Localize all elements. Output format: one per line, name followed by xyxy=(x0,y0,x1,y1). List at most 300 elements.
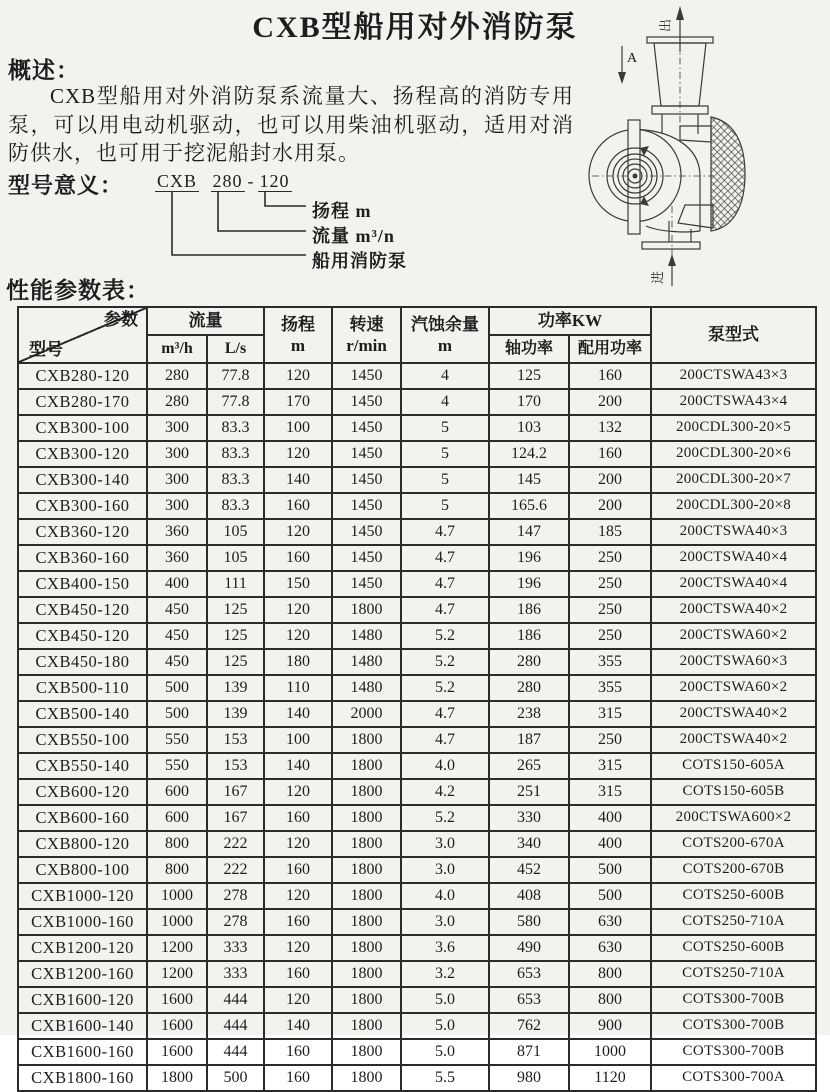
table-cell: 1800 xyxy=(332,831,401,857)
table-cell: 125 xyxy=(207,597,264,623)
table-cell: 120 xyxy=(264,441,332,467)
table-cell: 160 xyxy=(264,805,332,831)
table-cell: 280 xyxy=(489,675,569,701)
table-cell: 140 xyxy=(264,1013,332,1039)
table-cell: 630 xyxy=(569,935,651,961)
table-cell: 1450 xyxy=(332,545,401,571)
table-cell: 300 xyxy=(147,441,207,467)
table-cell: 222 xyxy=(207,857,264,883)
table-cell: 653 xyxy=(489,961,569,987)
table-cell: 3.6 xyxy=(401,935,489,961)
table-row xyxy=(18,597,816,623)
table-cell: 83.3 xyxy=(207,467,264,493)
table-row xyxy=(18,779,816,805)
rated-power-header: 配用功率 xyxy=(569,335,651,363)
table-cell: 100 xyxy=(264,727,332,753)
table-cell: 871 xyxy=(489,1039,569,1065)
table-cell: 630 xyxy=(569,909,651,935)
table-cell: 200CTSWA40×4 xyxy=(651,545,816,571)
table-header xyxy=(18,307,816,363)
table-cell: 580 xyxy=(489,909,569,935)
table-cell: 444 xyxy=(207,1013,264,1039)
table-row xyxy=(18,675,816,701)
outlet-label: 出 xyxy=(658,18,673,32)
table-cell: 200CTSWA40×2 xyxy=(651,727,816,753)
table-cell: 160 xyxy=(264,909,332,935)
shaft-power-header: 轴功率 xyxy=(489,335,569,363)
table-cell: 186 xyxy=(489,597,569,623)
table-cell: 4.7 xyxy=(401,597,489,623)
table-cell: 1000 xyxy=(147,909,207,935)
table-cell: 1800 xyxy=(332,805,401,831)
table-cell: 111 xyxy=(207,571,264,597)
table-cell: 125 xyxy=(207,623,264,649)
table-cell: 185 xyxy=(569,519,651,545)
table-row xyxy=(18,1065,816,1091)
table-cell: 103 xyxy=(489,415,569,441)
model-code-prefix: CXB xyxy=(157,171,198,191)
table-cell: CXB360-160 xyxy=(18,545,147,571)
table-row xyxy=(18,857,816,883)
table-cell: 160 xyxy=(264,493,332,519)
table-cell: 5.2 xyxy=(401,675,489,701)
table-cell: 150 xyxy=(264,571,332,597)
table-cell: 222 xyxy=(207,831,264,857)
table-cell: 120 xyxy=(264,597,332,623)
table-cell: 333 xyxy=(207,935,264,961)
table-cell: 653 xyxy=(489,987,569,1013)
table-cell: 315 xyxy=(569,701,651,727)
power-header: 功率KW xyxy=(489,307,651,335)
table-cell: CXB600-160 xyxy=(18,805,147,831)
table-cell: 315 xyxy=(569,779,651,805)
table-cell: CXB1200-120 xyxy=(18,935,147,961)
table-cell: CXB450-120 xyxy=(18,597,147,623)
view-a-label: A xyxy=(627,51,638,66)
table-cell: CXB1000-160 xyxy=(18,909,147,935)
table-cell: CXB500-110 xyxy=(18,675,147,701)
table-cell: 170 xyxy=(264,389,332,415)
table-row xyxy=(18,389,816,415)
table-cell: 762 xyxy=(489,1013,569,1039)
table-cell: CXB280-120 xyxy=(18,363,147,389)
table-cell: 4 xyxy=(401,363,489,389)
table-cell: 200CTSWA60×2 xyxy=(651,675,816,701)
table-cell: COTS200-670A xyxy=(651,831,816,857)
table-cell: 1800 xyxy=(332,909,401,935)
table-cell: 3.0 xyxy=(401,909,489,935)
table-cell: 360 xyxy=(147,519,207,545)
table-cell: 300 xyxy=(147,493,207,519)
table-cell: 5.0 xyxy=(401,987,489,1013)
table-cell: 408 xyxy=(489,883,569,909)
table-row xyxy=(18,545,816,571)
table-cell: CXB300-100 xyxy=(18,415,147,441)
table-row xyxy=(18,441,816,467)
table-row xyxy=(18,467,816,493)
table-cell: 5 xyxy=(401,441,489,467)
table-cell: 360 xyxy=(147,545,207,571)
table-cell: 5.2 xyxy=(401,649,489,675)
table-cell: COTS300-700B xyxy=(651,1013,816,1039)
table-cell: 500 xyxy=(147,675,207,701)
table-cell: COTS250-600B xyxy=(651,883,816,909)
table-cell: 800 xyxy=(147,831,207,857)
table-cell: 333 xyxy=(207,961,264,987)
table-row xyxy=(18,909,816,935)
table-cell: 500 xyxy=(569,883,651,909)
table-cell: 265 xyxy=(489,753,569,779)
table-cell: 200 xyxy=(569,467,651,493)
table-cell: 1600 xyxy=(147,1039,207,1065)
table-cell: 160 xyxy=(569,363,651,389)
npsh-header: 汽蚀余量 m xyxy=(401,307,489,363)
table-cell: CXB550-140 xyxy=(18,753,147,779)
table-cell: 1800 xyxy=(332,1065,401,1091)
table-row xyxy=(18,649,816,675)
table-cell: 3.2 xyxy=(401,961,489,987)
table-cell: 77.8 xyxy=(207,389,264,415)
table-row xyxy=(18,831,816,857)
table-cell: 5.0 xyxy=(401,1039,489,1065)
table-cell: 200 xyxy=(569,389,651,415)
table-cell: 450 xyxy=(147,649,207,675)
table-cell: 280 xyxy=(147,363,207,389)
table-cell: CXB300-160 xyxy=(18,493,147,519)
corner-model-label: 型号 xyxy=(29,340,63,360)
table-row xyxy=(18,519,816,545)
table-cell: 444 xyxy=(207,1039,264,1065)
table-cell: 120 xyxy=(264,883,332,909)
table-row xyxy=(18,961,816,987)
table-cell: CXB300-140 xyxy=(18,467,147,493)
table-cell: CXB800-100 xyxy=(18,857,147,883)
table-cell: 160 xyxy=(569,441,651,467)
table-cell: 105 xyxy=(207,545,264,571)
table-cell: 120 xyxy=(264,935,332,961)
table-row xyxy=(18,727,816,753)
flow-unit-m3h: m³/h xyxy=(147,335,207,363)
table-cell: 200CDL300-20×8 xyxy=(651,493,816,519)
table-row xyxy=(18,493,816,519)
table-cell: 140 xyxy=(264,701,332,727)
table-cell: 1450 xyxy=(332,415,401,441)
model-label-flow: 流量 m³/n xyxy=(312,226,395,246)
table-cell: 83.3 xyxy=(207,493,264,519)
table-row xyxy=(18,623,816,649)
overview-paragraph: CXB型船用对外消防泵系流量大、扬程高的消防专用泵，可以用电动机驱动，也可以用柴油机驱动，适用对消防供水，也可用于挖泥船封水用泵。 xyxy=(8,84,574,165)
table-cell: CXB500-140 xyxy=(18,701,147,727)
speed-header: 转速 r/min xyxy=(332,307,401,363)
table-cell: 250 xyxy=(569,597,651,623)
table-cell: COTS200-670B xyxy=(651,857,816,883)
table-cell: 120 xyxy=(264,363,332,389)
table-cell: 186 xyxy=(489,623,569,649)
table-cell: 139 xyxy=(207,701,264,727)
table-cell: COTS250-710A xyxy=(651,909,816,935)
table-cell: COTS150-605A xyxy=(651,753,816,779)
table-cell: 4.2 xyxy=(401,779,489,805)
table-cell: 300 xyxy=(147,415,207,441)
table-cell: 250 xyxy=(569,623,651,649)
table-row xyxy=(18,1039,816,1065)
table-cell: 1450 xyxy=(332,441,401,467)
table-cell: 330 xyxy=(489,805,569,831)
table-cell: 1480 xyxy=(332,649,401,675)
table-cell: COTS150-605B xyxy=(651,779,816,805)
model-label-pump: 船用消防泵 xyxy=(312,251,407,271)
table-cell: 500 xyxy=(207,1065,264,1091)
model-label-head: 扬程 m xyxy=(312,201,372,221)
model-code-separator: - xyxy=(247,171,255,191)
corner-header-cell xyxy=(18,307,147,363)
table-cell: 200CDL300-20×6 xyxy=(651,441,816,467)
page-title: CXB型船用对外消防泵 xyxy=(252,11,578,44)
table-cell: 1450 xyxy=(332,493,401,519)
head-header: 扬程 m xyxy=(264,307,332,363)
table-cell: 200CTSWA43×3 xyxy=(651,363,816,389)
table-cell: CXB800-120 xyxy=(18,831,147,857)
table-cell: 200CTSWA40×2 xyxy=(651,597,816,623)
table-cell: 147 xyxy=(489,519,569,545)
table-cell: 800 xyxy=(569,987,651,1013)
table-cell: 125 xyxy=(207,649,264,675)
model-code xyxy=(155,171,292,192)
model-code-flow: 280 xyxy=(212,171,243,191)
table-cell: 1450 xyxy=(332,571,401,597)
table-cell: 200CDL300-20×7 xyxy=(651,467,816,493)
table-cell: 1800 xyxy=(332,987,401,1013)
table-cell: 1800 xyxy=(147,1065,207,1091)
performance-table-heading: 性能参数表： xyxy=(6,278,150,303)
table-cell: 160 xyxy=(264,1065,332,1091)
table-cell: CXB1600-160 xyxy=(18,1039,147,1065)
table-row xyxy=(18,1013,816,1039)
table-cell: 1450 xyxy=(332,363,401,389)
table-cell: 1000 xyxy=(569,1039,651,1065)
table-cell: CXB1600-140 xyxy=(18,1013,147,1039)
table-row xyxy=(18,363,816,389)
pump-type-header: 泵型式 xyxy=(651,307,816,363)
table-cell: 1600 xyxy=(147,1013,207,1039)
table-cell: 200CTSWA60×2 xyxy=(651,623,816,649)
table-cell: 300 xyxy=(147,467,207,493)
table-cell: 120 xyxy=(264,831,332,857)
table-cell: 83.3 xyxy=(207,441,264,467)
table-cell: 83.3 xyxy=(207,415,264,441)
table-cell: 1800 xyxy=(332,1013,401,1039)
table-cell: 500 xyxy=(569,857,651,883)
table-cell: 200CTSWA40×2 xyxy=(651,701,816,727)
table-cell: 1800 xyxy=(332,935,401,961)
table-row xyxy=(18,753,816,779)
table-cell: 1800 xyxy=(332,883,401,909)
table-cell: 5 xyxy=(401,467,489,493)
flow-unit-ls: L/s xyxy=(207,335,264,363)
table-cell: 340 xyxy=(489,831,569,857)
table-cell: 450 xyxy=(147,623,207,649)
table-cell: COTS300-700A xyxy=(651,1065,816,1091)
table-body xyxy=(18,363,816,1091)
table-cell: 160 xyxy=(264,1039,332,1065)
table-cell: 5 xyxy=(401,415,489,441)
table-cell: 4 xyxy=(401,389,489,415)
table-cell: 196 xyxy=(489,571,569,597)
table-cell: 315 xyxy=(569,753,651,779)
corner-param-label: 参数 xyxy=(104,310,138,329)
model-leader-lines xyxy=(158,191,308,273)
table-row xyxy=(18,883,816,909)
table-cell: 490 xyxy=(489,935,569,961)
table-cell: 1120 xyxy=(569,1065,651,1091)
table-cell: 200CTSWA600×2 xyxy=(651,805,816,831)
table-cell: 4.0 xyxy=(401,753,489,779)
table-cell: 139 xyxy=(207,675,264,701)
table-cell: 1800 xyxy=(332,727,401,753)
inlet-label: 进 xyxy=(650,270,665,284)
table-cell: 5.0 xyxy=(401,1013,489,1039)
table-cell: 355 xyxy=(569,649,651,675)
table-cell: 167 xyxy=(207,805,264,831)
table-cell: 100 xyxy=(264,415,332,441)
table-cell: 400 xyxy=(569,805,651,831)
table-cell: 180 xyxy=(264,649,332,675)
table-cell: COTS250-710A xyxy=(651,961,816,987)
table-cell: 250 xyxy=(569,571,651,597)
table-cell: 900 xyxy=(569,1013,651,1039)
table-cell: CXB550-100 xyxy=(18,727,147,753)
table-cell: 1600 xyxy=(147,987,207,1013)
table-cell: 200CTSWA40×4 xyxy=(651,571,816,597)
table-cell: 1450 xyxy=(332,389,401,415)
table-cell: 120 xyxy=(264,623,332,649)
pump-diagram xyxy=(590,0,830,300)
table-cell: CXB280-170 xyxy=(18,389,147,415)
flow-header: 流量 xyxy=(147,307,264,335)
table-cell: COTS300-700B xyxy=(651,1039,816,1065)
table-cell: 153 xyxy=(207,753,264,779)
table-cell: 400 xyxy=(569,831,651,857)
table-cell: 1450 xyxy=(332,467,401,493)
table-cell: 4.7 xyxy=(401,519,489,545)
outlet-arrow-icon xyxy=(676,6,684,52)
table-cell: 5 xyxy=(401,493,489,519)
table-cell: 400 xyxy=(147,571,207,597)
performance-table xyxy=(17,306,817,1092)
table-cell: 110 xyxy=(264,675,332,701)
table-cell: 124.2 xyxy=(489,441,569,467)
table-cell: CXB300-120 xyxy=(18,441,147,467)
inlet-arrow-icon xyxy=(668,254,676,286)
table-cell: CXB1200-160 xyxy=(18,961,147,987)
table-cell: 355 xyxy=(569,675,651,701)
table-cell: 145 xyxy=(489,467,569,493)
table-cell: 200CDL300-20×5 xyxy=(651,415,816,441)
table-cell: 200CTSWA43×4 xyxy=(651,389,816,415)
table-cell: 444 xyxy=(207,987,264,1013)
table-cell: 1480 xyxy=(332,675,401,701)
table-cell: 5.2 xyxy=(401,805,489,831)
table-cell: CXB1600-120 xyxy=(18,987,147,1013)
table-cell: 165.6 xyxy=(489,493,569,519)
table-cell: 200CTSWA60×3 xyxy=(651,649,816,675)
table-cell: CXB400-150 xyxy=(18,571,147,597)
table-row xyxy=(18,571,816,597)
table-cell: 160 xyxy=(264,545,332,571)
table-cell: 1480 xyxy=(332,623,401,649)
table-cell: 278 xyxy=(207,883,264,909)
table-cell: 251 xyxy=(489,779,569,805)
table-cell: 800 xyxy=(569,961,651,987)
table-cell: 200CTSWA40×3 xyxy=(651,519,816,545)
table-row xyxy=(18,935,816,961)
table-cell: 1200 xyxy=(147,961,207,987)
table-cell: 1800 xyxy=(332,597,401,623)
table-cell: CXB600-120 xyxy=(18,779,147,805)
table-row xyxy=(18,805,816,831)
table-row xyxy=(18,701,816,727)
table-row xyxy=(18,987,816,1013)
table-cell: 196 xyxy=(489,545,569,571)
overview-heading: 概述： xyxy=(8,58,80,83)
section-a-arrow-icon xyxy=(618,46,626,84)
table-cell: COTS250-600B xyxy=(651,935,816,961)
table-cell: 1800 xyxy=(332,1039,401,1065)
table-cell: 132 xyxy=(569,415,651,441)
table-cell: 4.7 xyxy=(401,545,489,571)
table-cell: 600 xyxy=(147,779,207,805)
table-cell: 160 xyxy=(264,961,332,987)
table-cell: 187 xyxy=(489,727,569,753)
table-cell: 1800 xyxy=(332,753,401,779)
table-cell: 1800 xyxy=(332,857,401,883)
table-cell: 4.0 xyxy=(401,883,489,909)
table-cell: 167 xyxy=(207,779,264,805)
table-cell: 4.7 xyxy=(401,701,489,727)
table-cell: 4.7 xyxy=(401,727,489,753)
table-cell: 140 xyxy=(264,467,332,493)
table-cell: 105 xyxy=(207,519,264,545)
table-cell: 250 xyxy=(569,727,651,753)
table-cell: 238 xyxy=(489,701,569,727)
table-cell: 250 xyxy=(569,545,651,571)
table-cell: 125 xyxy=(489,363,569,389)
table-cell: 1450 xyxy=(332,519,401,545)
table-cell: 120 xyxy=(264,987,332,1013)
table-cell: 5.2 xyxy=(401,623,489,649)
table-cell: 280 xyxy=(147,389,207,415)
table-cell: 120 xyxy=(264,519,332,545)
table-row xyxy=(18,415,816,441)
table-cell: 140 xyxy=(264,753,332,779)
table-cell: CXB450-120 xyxy=(18,623,147,649)
table-cell: 550 xyxy=(147,727,207,753)
table-cell: 153 xyxy=(207,727,264,753)
table-cell: CXB360-120 xyxy=(18,519,147,545)
table-cell: 200 xyxy=(569,493,651,519)
table-cell: 3.0 xyxy=(401,857,489,883)
table-cell: 5.5 xyxy=(401,1065,489,1091)
table-cell: 170 xyxy=(489,389,569,415)
table-cell: 2000 xyxy=(332,701,401,727)
table-cell: 600 xyxy=(147,805,207,831)
table-cell: 280 xyxy=(489,649,569,675)
table-cell: CXB450-180 xyxy=(18,649,147,675)
table-cell: 1800 xyxy=(332,779,401,805)
table-cell: CXB1000-120 xyxy=(18,883,147,909)
table-cell: 500 xyxy=(147,701,207,727)
table-cell: 120 xyxy=(264,779,332,805)
